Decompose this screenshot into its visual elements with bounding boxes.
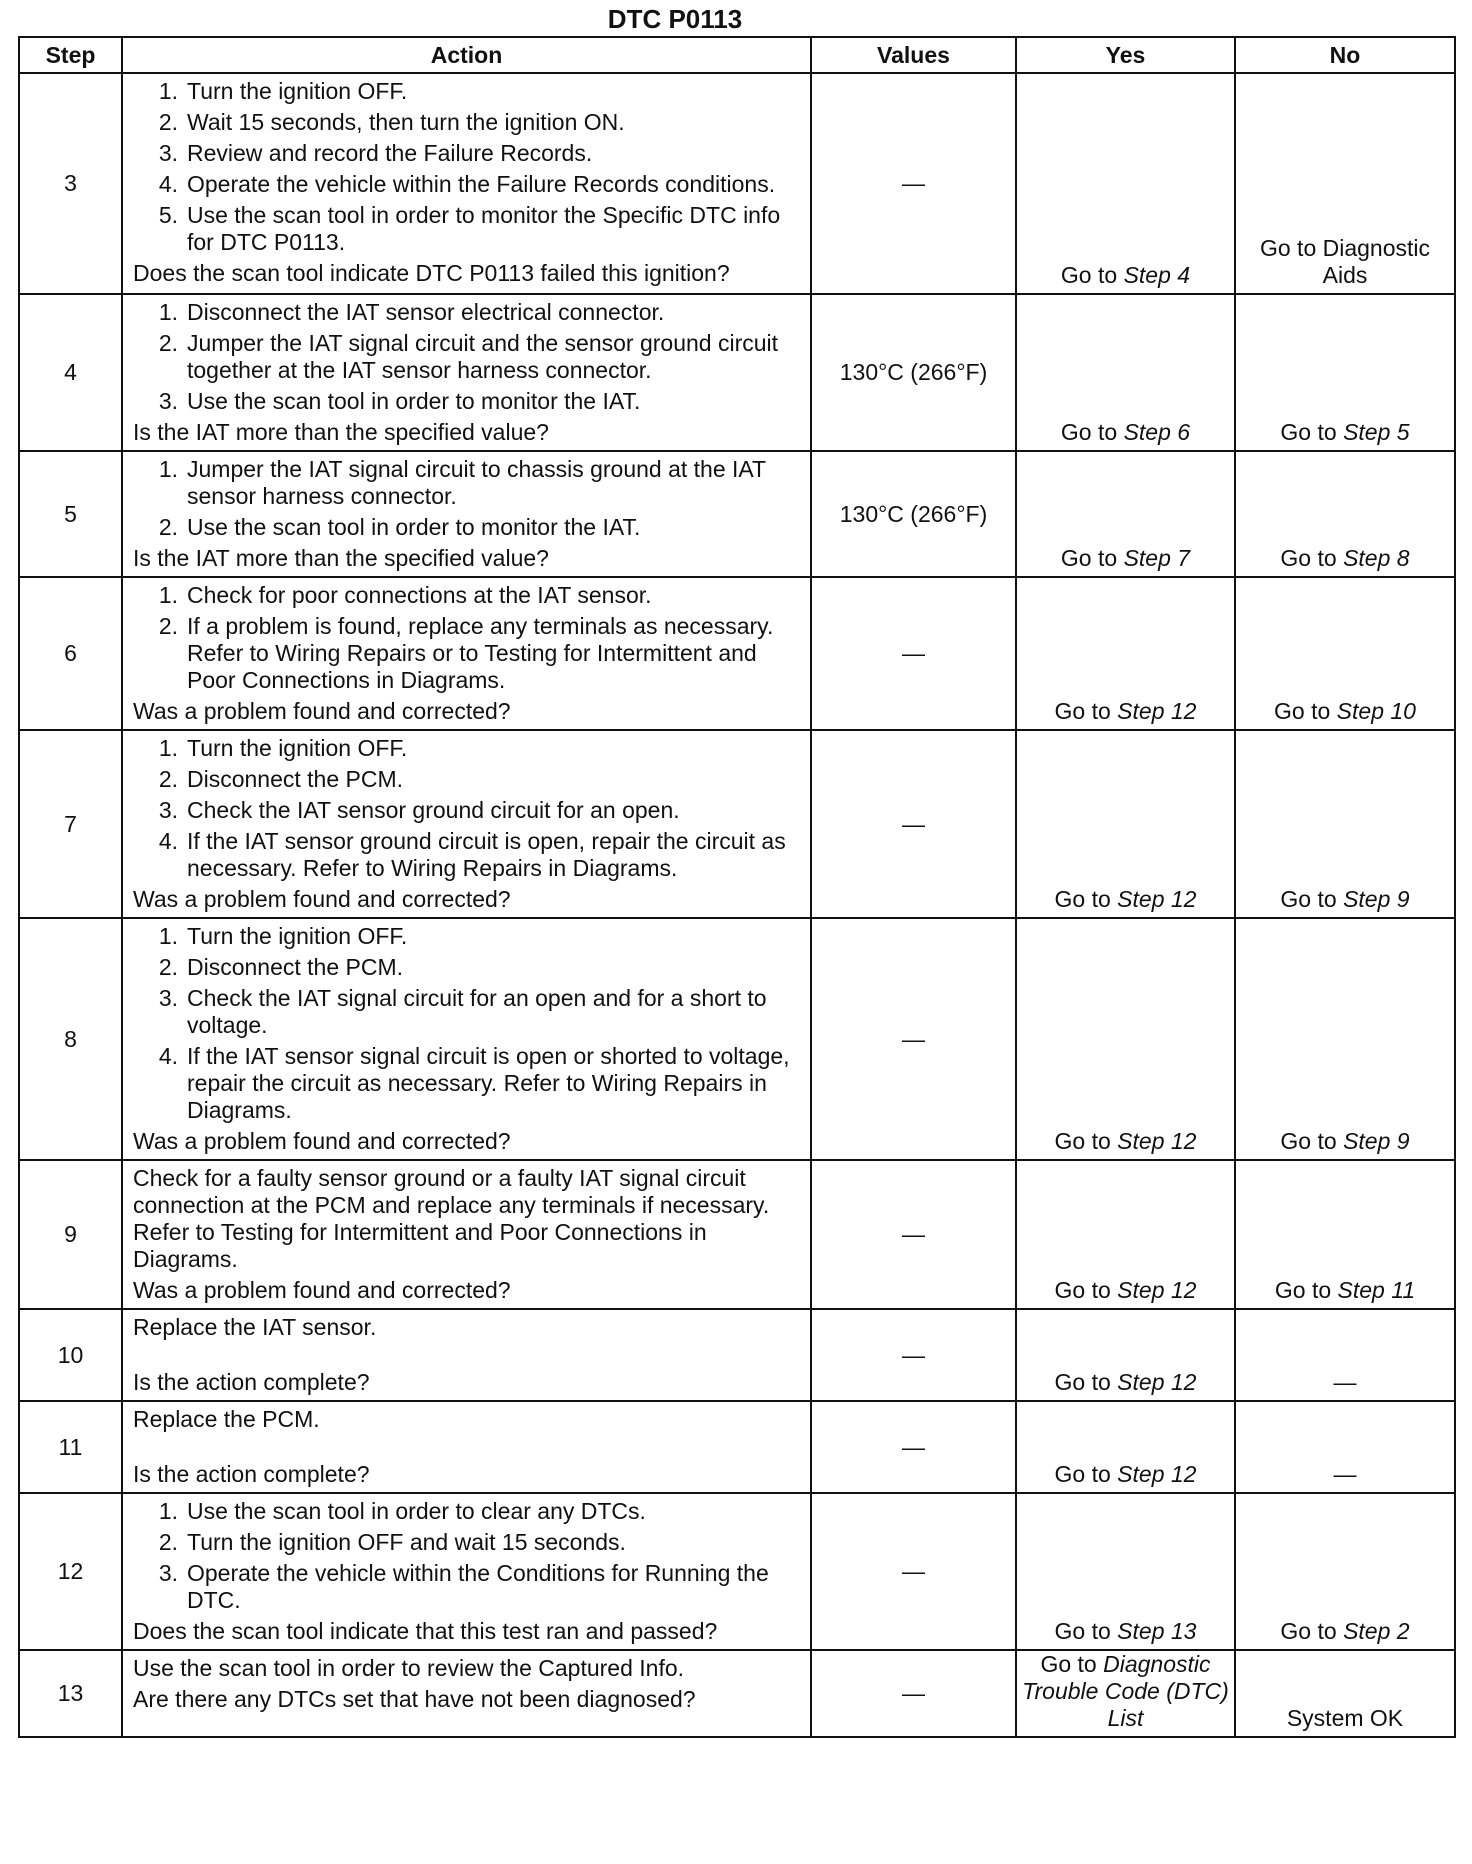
- yes-cell: [1016, 1650, 1235, 1737]
- yes-cell: [1016, 1493, 1235, 1650]
- no-cell: [1235, 1160, 1455, 1309]
- yes-text: Go to: [1054, 698, 1118, 724]
- item-number: 2.: [158, 954, 178, 980]
- action-cell: [122, 1493, 811, 1650]
- table-row: [19, 451, 1455, 577]
- item-number: 2.: [158, 1529, 178, 1555]
- item-number: 4.: [158, 1043, 178, 1069]
- item-number: 2.: [158, 330, 178, 356]
- action-text: Replace the PCM.: [133, 1406, 320, 1432]
- yes-step-ref: Step 12: [1117, 1128, 1197, 1154]
- step-number: 8: [19, 918, 122, 1160]
- item-text: Use the scan tool in order to monitor the IAT.: [187, 388, 641, 414]
- item-text: Disconnect the IAT sensor electrical connector.: [187, 299, 665, 325]
- item-text: Turn the ignition OFF.: [187, 923, 408, 949]
- yes-cell: [1016, 730, 1235, 918]
- item-text: Turn the ignition OFF.: [187, 78, 408, 104]
- item-text: If a problem is found, replace any terminals as necessary. Refer to Wiring Repairs or to Testing for Intermittent and Poor Connections in Diagrams.: [187, 613, 774, 693]
- value-cell: —: [811, 1650, 1016, 1737]
- action-item: [133, 1529, 804, 1556]
- item-text: Review and record the Failure Records.: [187, 140, 593, 166]
- value-cell: —: [811, 1493, 1016, 1650]
- action-item: [133, 766, 804, 793]
- table-header-row: [19, 37, 1455, 73]
- no-cell: [1235, 451, 1455, 577]
- table-row: [19, 294, 1455, 451]
- yes-cell: [1016, 451, 1235, 577]
- item-text: Use the scan tool in order to monitor the IAT.: [187, 514, 641, 540]
- header-step: Step: [19, 37, 122, 73]
- action-item: [133, 923, 804, 950]
- table-row: [19, 1650, 1455, 1737]
- spacer: [133, 1437, 804, 1459]
- item-number: 1.: [158, 1498, 178, 1524]
- item-text: Disconnect the PCM.: [187, 954, 404, 980]
- yes-step-ref: Step 12: [1117, 886, 1197, 912]
- action-item: [133, 828, 804, 882]
- value-cell: 130°C (266°F): [811, 451, 1016, 577]
- action-item: [133, 1043, 804, 1124]
- step-number: 3: [19, 73, 122, 294]
- action-text: Replace the IAT sensor.: [133, 1314, 377, 1340]
- item-text: Turn the ignition OFF.: [187, 735, 408, 761]
- yes-text: Go to: [1054, 886, 1118, 912]
- yes-cell: [1016, 294, 1235, 451]
- no-text: Go to: [1274, 1277, 1338, 1303]
- yes-text: Go to: [1054, 1277, 1118, 1303]
- yes-text: Go to: [1054, 1461, 1118, 1487]
- item-text: Jumper the IAT signal circuit and the sensor ground circuit together at the IAT sensor harness connector.: [187, 330, 779, 383]
- no-text: Go to: [1280, 886, 1344, 912]
- yes-step-ref: Step 7: [1123, 545, 1191, 571]
- action-cell: [122, 451, 811, 577]
- action-text: Use the scan tool in order to review the Captured Info.: [133, 1655, 685, 1681]
- item-number: 2.: [158, 109, 178, 135]
- item-text: Wait 15 seconds, then turn the ignition ON.: [187, 109, 625, 135]
- yes-cell: [1016, 1160, 1235, 1309]
- value-cell: —: [811, 577, 1016, 730]
- header-values: Values: [811, 37, 1016, 73]
- item-number: 5.: [158, 202, 178, 228]
- yes-cell: [1016, 1401, 1235, 1493]
- yes-text: Go to: [1060, 419, 1124, 445]
- item-number: 2.: [158, 514, 178, 540]
- yes-cell: [1016, 918, 1235, 1160]
- item-number: 1.: [158, 923, 178, 949]
- no-text: Go to: [1280, 1128, 1344, 1154]
- step-number: 9: [19, 1160, 122, 1309]
- action-question: Was a problem found and corrected?: [133, 886, 511, 912]
- action-item: [133, 388, 804, 415]
- table-row: [19, 1309, 1455, 1401]
- no-cell: [1235, 1493, 1455, 1650]
- item-number: 1.: [158, 735, 178, 761]
- item-text: Use the scan tool in order to clear any DTCs.: [187, 1498, 646, 1524]
- action-item: [133, 109, 804, 136]
- step-number: 7: [19, 730, 122, 918]
- no-text: Go to: [1280, 1618, 1344, 1644]
- no-cell: [1235, 730, 1455, 918]
- item-number: 1.: [158, 299, 178, 325]
- yes-step-ref: Step 12: [1117, 1461, 1197, 1487]
- item-number: 2.: [158, 613, 178, 639]
- no-step-ref: Step 11: [1337, 1277, 1416, 1303]
- action-question: Does the scan tool indicate DTC P0113 failed this ignition?: [133, 260, 730, 286]
- action-item: [133, 582, 804, 609]
- no-text: Go to: [1280, 545, 1344, 571]
- item-text: Jumper the IAT signal circuit to chassis ground at the IAT sensor harness connector.: [187, 456, 766, 509]
- item-number: 3.: [158, 1560, 178, 1586]
- table-row: [19, 577, 1455, 730]
- action-question: Is the IAT more than the specified value?: [133, 419, 549, 445]
- action-item: [133, 514, 804, 541]
- yes-text: Go to: [1054, 1369, 1118, 1395]
- value-cell: —: [811, 1309, 1016, 1401]
- no-text: Go to: [1274, 698, 1337, 724]
- yes-cell: [1016, 73, 1235, 294]
- item-number: 1.: [158, 456, 178, 482]
- no-cell: [1235, 918, 1455, 1160]
- action-item: [133, 171, 804, 198]
- action-item: [133, 735, 804, 762]
- action-question: Was a problem found and corrected?: [133, 1277, 511, 1303]
- action-item: [133, 140, 804, 167]
- value-cell: —: [811, 73, 1016, 294]
- yes-step-ref: Step 13: [1117, 1618, 1197, 1644]
- value-cell: —: [811, 1160, 1016, 1309]
- no-cell: [1235, 1650, 1455, 1737]
- table-row: [19, 1493, 1455, 1650]
- spacer: [133, 1345, 804, 1367]
- table-row: [19, 918, 1455, 1160]
- header-no: No: [1235, 37, 1455, 73]
- action-cell: [122, 577, 811, 730]
- header-action: Action: [122, 37, 811, 73]
- yes-step-ref: Step 12: [1117, 1369, 1197, 1395]
- action-cell: [122, 1309, 811, 1401]
- step-number: 13: [19, 1650, 122, 1737]
- yes-step-ref: Diagnostic Trouble Code (DTC) List: [1022, 1651, 1229, 1731]
- no-step-ref: Step 2: [1343, 1618, 1410, 1644]
- action-question: Was a problem found and corrected?: [133, 698, 511, 724]
- action-question: Is the action complete?: [133, 1461, 370, 1487]
- action-question: Is the IAT more than the specified value?: [133, 545, 549, 571]
- yes-step-ref: Step 6: [1123, 419, 1191, 445]
- step-number: 6: [19, 577, 122, 730]
- page-title: DTC P0113: [607, 4, 743, 34]
- no-step-ref: Step 10: [1336, 698, 1416, 724]
- item-text: If the IAT sensor ground circuit is open, repair the circuit as necessary. Refer to Wiring Repairs in Diagrams.: [187, 828, 786, 881]
- yes-step-ref: Step 12: [1117, 1277, 1197, 1303]
- item-text: Check the IAT sensor ground circuit for an open.: [187, 797, 680, 823]
- action-question: Is the action complete?: [133, 1369, 370, 1395]
- action-question: Was a problem found and corrected?: [133, 1128, 511, 1154]
- no-cell: [1235, 577, 1455, 730]
- item-text: Check for poor connections at the IAT sensor.: [187, 582, 652, 608]
- dtc-table: [18, 36, 1456, 1738]
- action-cell: [122, 73, 811, 294]
- action-cell: [122, 730, 811, 918]
- item-number: 3.: [158, 388, 178, 414]
- no-text: Go to Diagnostic Aids: [1259, 235, 1431, 288]
- header-yes: Yes: [1016, 37, 1235, 73]
- action-question: Are there any DTCs set that have not been diagnosed?: [133, 1686, 696, 1712]
- yes-text: Go to: [1060, 545, 1124, 571]
- step-number: 4: [19, 294, 122, 451]
- action-item: [133, 954, 804, 981]
- table-row: [19, 1401, 1455, 1493]
- action-text: Check for a faulty sensor ground or a faulty IAT signal circuit connection at the PCM and replace any terminals if necessary. Refer to Testing for Intermittent and Poor Connections in Diagrams.: [133, 1165, 770, 1272]
- no-cell: [1235, 1309, 1455, 1401]
- action-item: [133, 1560, 804, 1614]
- item-number: 4.: [158, 828, 178, 854]
- no-step-ref: Step 5: [1343, 419, 1410, 445]
- no-cell: [1235, 73, 1455, 294]
- item-number: 3.: [158, 797, 178, 823]
- action-cell: [122, 918, 811, 1160]
- action-item: [133, 985, 804, 1039]
- no-text: Go to: [1280, 419, 1344, 445]
- action-item: [133, 299, 804, 326]
- yes-text: Go to: [1040, 1651, 1104, 1677]
- action-item: [133, 456, 804, 510]
- item-number: 2.: [158, 766, 178, 792]
- yes-text: Go to: [1054, 1128, 1118, 1154]
- step-number: 11: [19, 1401, 122, 1493]
- action-item: [133, 78, 804, 105]
- no-step-ref: Step 9: [1343, 1128, 1410, 1154]
- action-item: [133, 202, 804, 256]
- action-cell: [122, 1650, 811, 1737]
- action-item: [133, 613, 804, 694]
- action-cell: [122, 1160, 811, 1309]
- no-cell: [1235, 1401, 1455, 1493]
- step-number: 12: [19, 1493, 122, 1650]
- value-cell: —: [811, 730, 1016, 918]
- value-cell: 130°C (266°F): [811, 294, 1016, 451]
- table-row: [19, 73, 1455, 294]
- item-text: Turn the ignition OFF and wait 15 seconds.: [187, 1529, 626, 1555]
- yes-text: Go to: [1060, 262, 1124, 288]
- item-text: Operate the vehicle within the Conditions for Running the DTC.: [187, 1560, 769, 1613]
- table-row: [19, 730, 1455, 918]
- yes-cell: [1016, 1309, 1235, 1401]
- no-text: —: [1333, 1369, 1357, 1395]
- action-cell: [122, 294, 811, 451]
- item-number: 3.: [158, 140, 178, 166]
- item-text: Disconnect the PCM.: [187, 766, 404, 792]
- item-number: 4.: [158, 171, 178, 197]
- yes-step-ref: Step 12: [1117, 698, 1197, 724]
- item-number: 1.: [158, 78, 178, 104]
- item-text: If the IAT sensor signal circuit is open or shorted to voltage, repair the circuit as necessary. Refer to Wiring Repairs in Diagrams.: [187, 1043, 790, 1123]
- value-cell: —: [811, 1401, 1016, 1493]
- action-question: Does the scan tool indicate that this test ran and passed?: [133, 1618, 718, 1644]
- no-step-ref: Step 8: [1343, 545, 1410, 571]
- no-text: —: [1333, 1461, 1357, 1487]
- action-item: [133, 330, 804, 384]
- step-number: 5: [19, 451, 122, 577]
- item-number: 3.: [158, 985, 178, 1011]
- step-number: 10: [19, 1309, 122, 1401]
- table-row: [19, 1160, 1455, 1309]
- no-step-ref: Step 9: [1343, 886, 1410, 912]
- action-item: [133, 797, 804, 824]
- yes-step-ref: Step 4: [1123, 262, 1191, 288]
- yes-text: Go to: [1054, 1618, 1118, 1644]
- no-cell: [1235, 294, 1455, 451]
- item-text: Operate the vehicle within the Failure Records conditions.: [187, 171, 776, 197]
- action-item: [133, 1498, 804, 1525]
- yes-cell: [1016, 577, 1235, 730]
- action-cell: [122, 1401, 811, 1493]
- item-text: Check the IAT signal circuit for an open and for a short to voltage.: [187, 985, 767, 1038]
- value-cell: —: [811, 918, 1016, 1160]
- item-number: 1.: [158, 582, 178, 608]
- no-text: System OK: [1286, 1705, 1404, 1731]
- item-text: Use the scan tool in order to monitor the Specific DTC info for DTC P0113.: [187, 202, 781, 255]
